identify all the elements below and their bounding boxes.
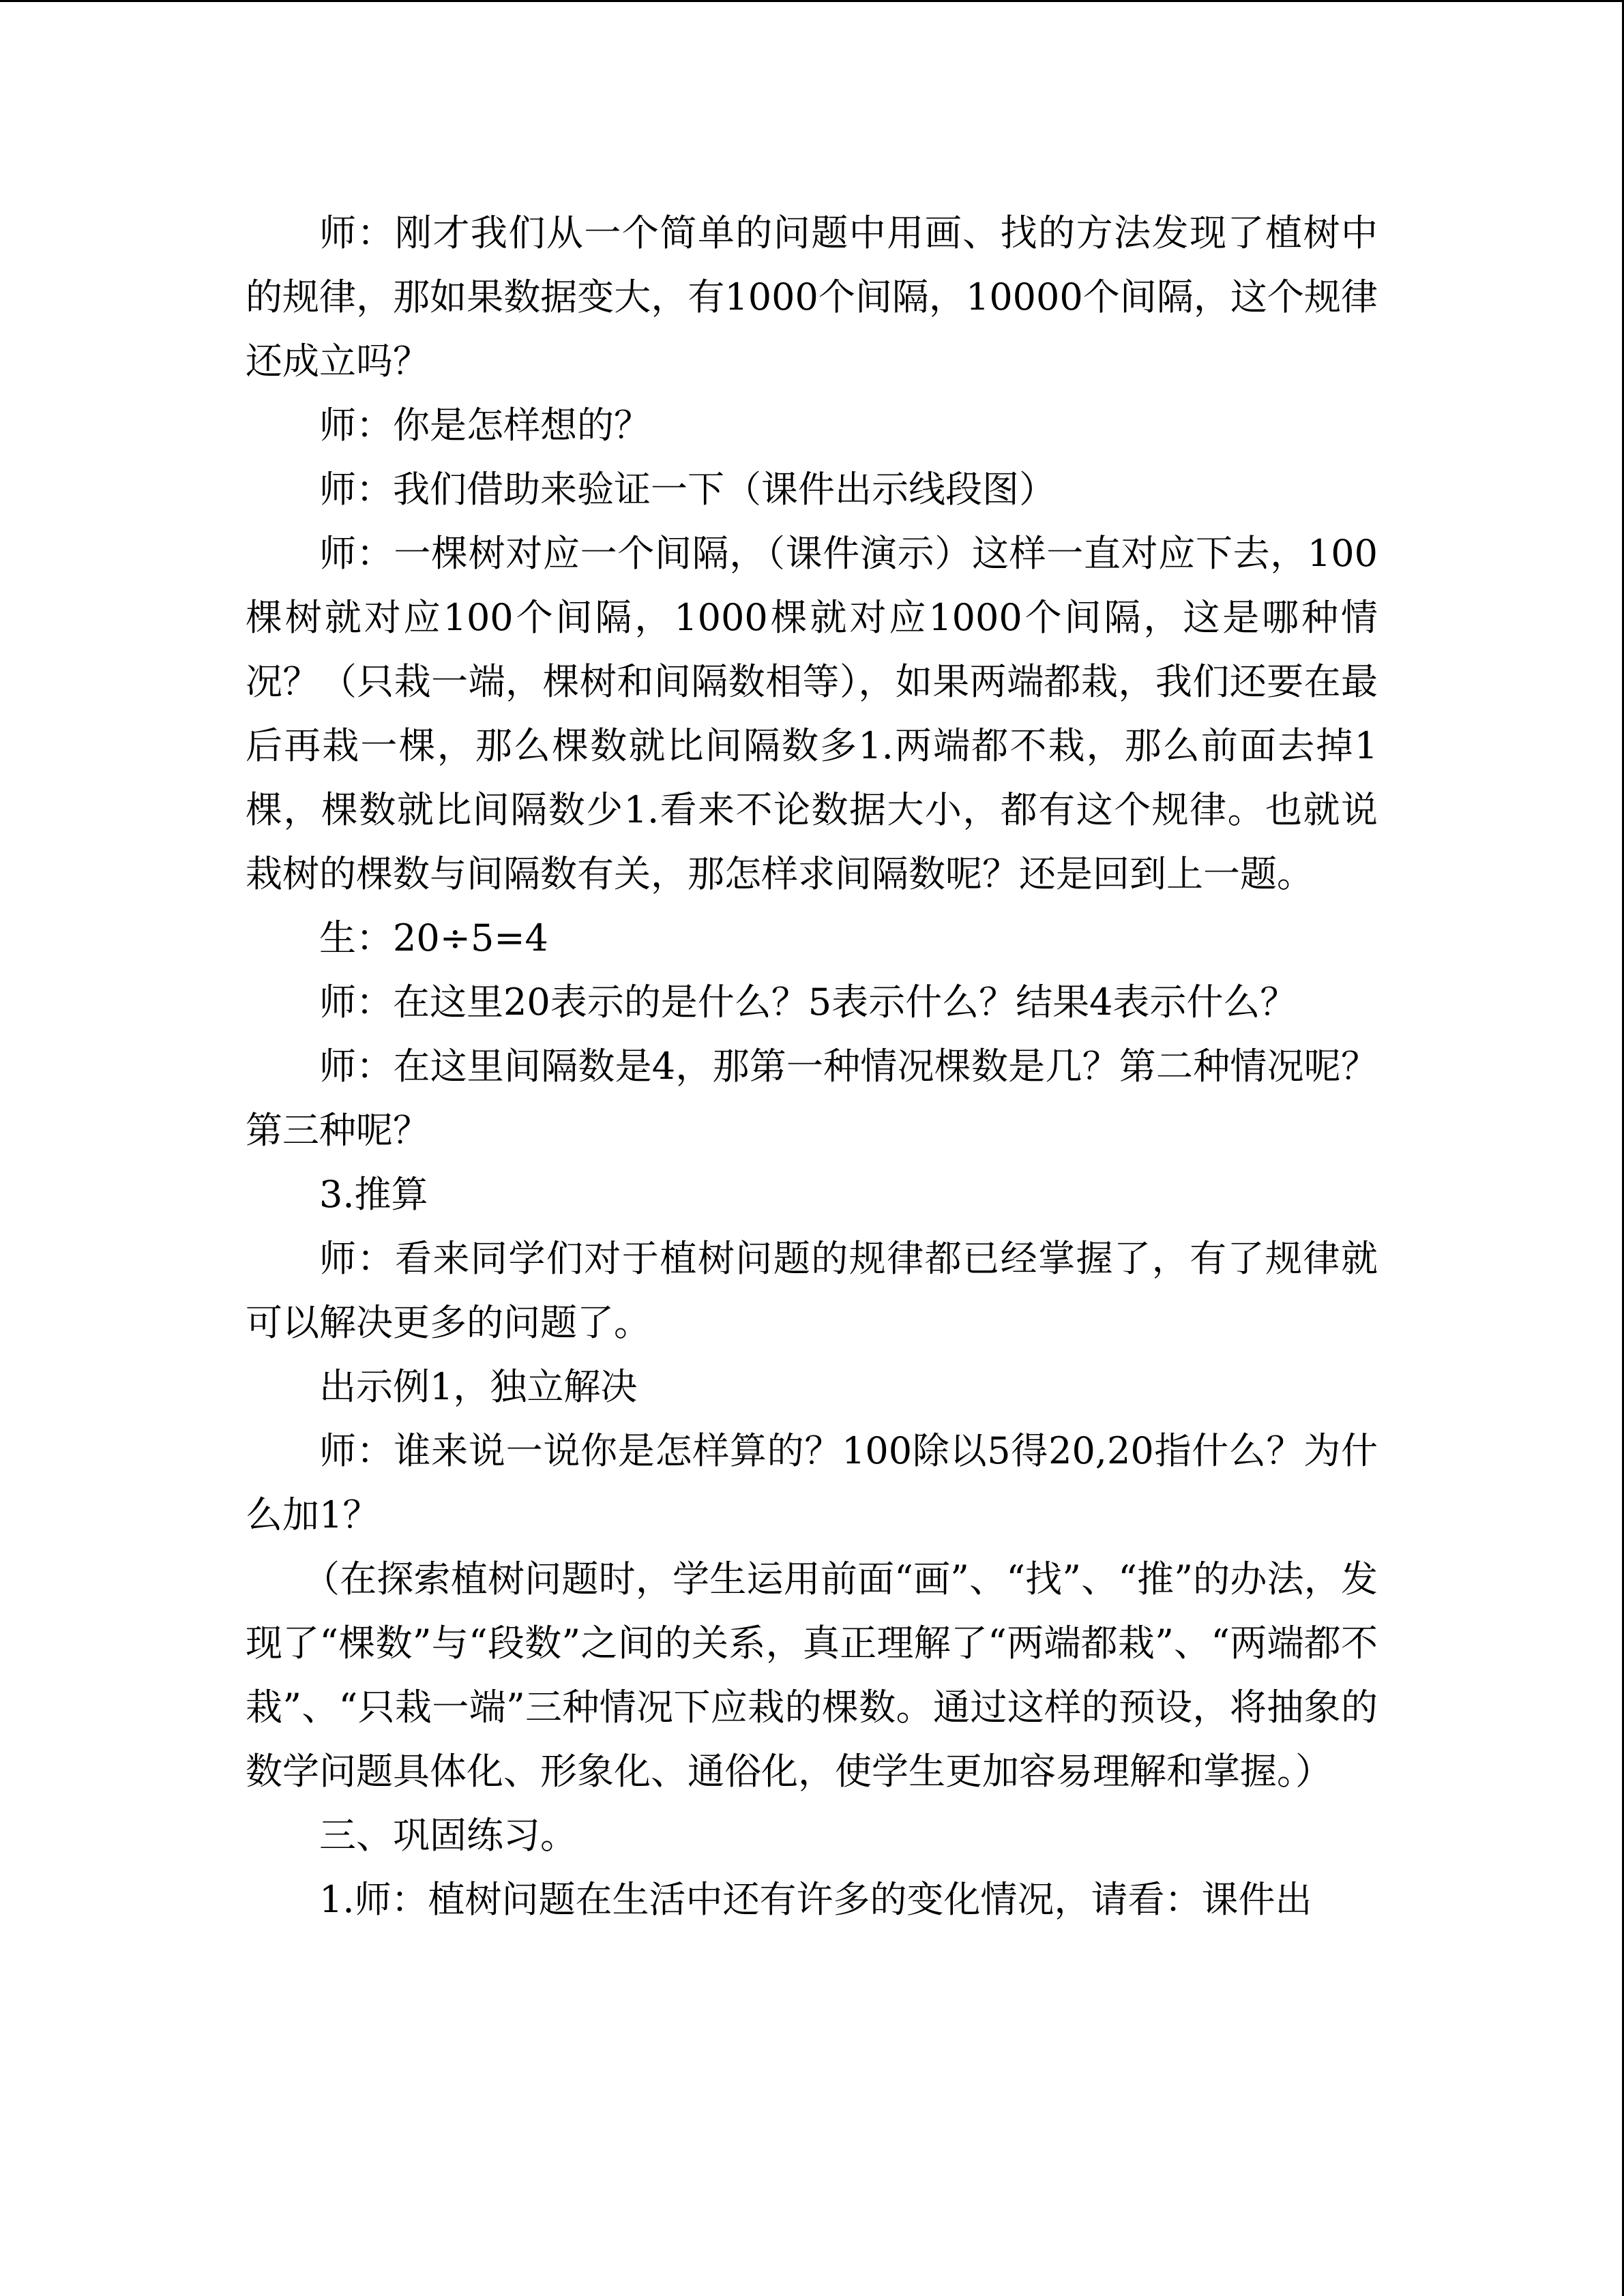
paragraph-commentary: （在探索植树问题时，学生运用前面“画”、“找”、“推”的办法，发现了“棵数”与“段数”之间的关系，真正理解了“两端都栽”、“两端都不栽”、“只栽一端”三种情况下应栽的棵数。通过这样的预设，将抽象的数学问题具体化、形象化、通俗化，使学生更加容易理解和掌握。）: [246, 1557, 1378, 1793]
paragraph-teacher-how-think: 师：你是怎样想的？: [319, 404, 651, 447]
section-heading-estimation: 3.推算: [319, 1173, 428, 1216]
document-body: [246, 201, 1378, 1932]
paragraph-teacher-rule-question: 师：刚才我们从一个简单的问题中用画、找的方法发现了植树中的规律，那如果数据变大，有1000个间隔，10000个间隔，这个规律还成立吗？: [246, 211, 1378, 383]
paragraph-teacher-cases: 师：在这里间隔数是4，那第一种情况棵数是几？第二种情况呢？第三种呢？: [246, 1045, 1378, 1152]
paragraph-teacher-meaning: 师：在这里20表示的是什么？5表示什么？结果4表示什么？: [319, 981, 1297, 1024]
paragraph-teacher-correspondence: 师：一棵树对应一个间隔，（课件演示）这样一直对应下去，100棵树就对应100个间隔，1000棵就对应1000个间隔，这是哪种情况？（只栽一端，棵树和间隔数相等），如果两端都栽，我们还要在最后再栽一棵，那么棵数就比间隔数多1.两端都不栽，那么前面去掉1棵，棵数就比间隔数少1.看来不论数据大小，都有这个规律。也就说栽树的棵数与间隔数有关，那怎样求间隔数呢？还是回到上一题。: [246, 532, 1378, 895]
paragraph-student-calculation: 生：20÷5=4: [319, 916, 548, 959]
paragraph-teacher-verify: 师：我们借助来验证一下（课件出示线段图）: [319, 468, 1056, 511]
section-heading-practice: 三、巩固练习。: [319, 1814, 577, 1857]
paragraph-teacher-explain: 师：谁来说一说你是怎样算的？100除以5得20,20指什么？为什么加1？: [246, 1429, 1378, 1536]
paragraph-practice-1: 1.师：植树问题在生活中还有许多的变化情况，请看：课件出: [319, 1878, 1312, 1921]
paragraph-teacher-mastered: 师：看来同学们对于植树问题的规律都已经掌握了，有了规律就可以解决更多的问题了。: [246, 1237, 1378, 1344]
paragraph-example-1: 出示例1，独立解决: [319, 1365, 638, 1408]
